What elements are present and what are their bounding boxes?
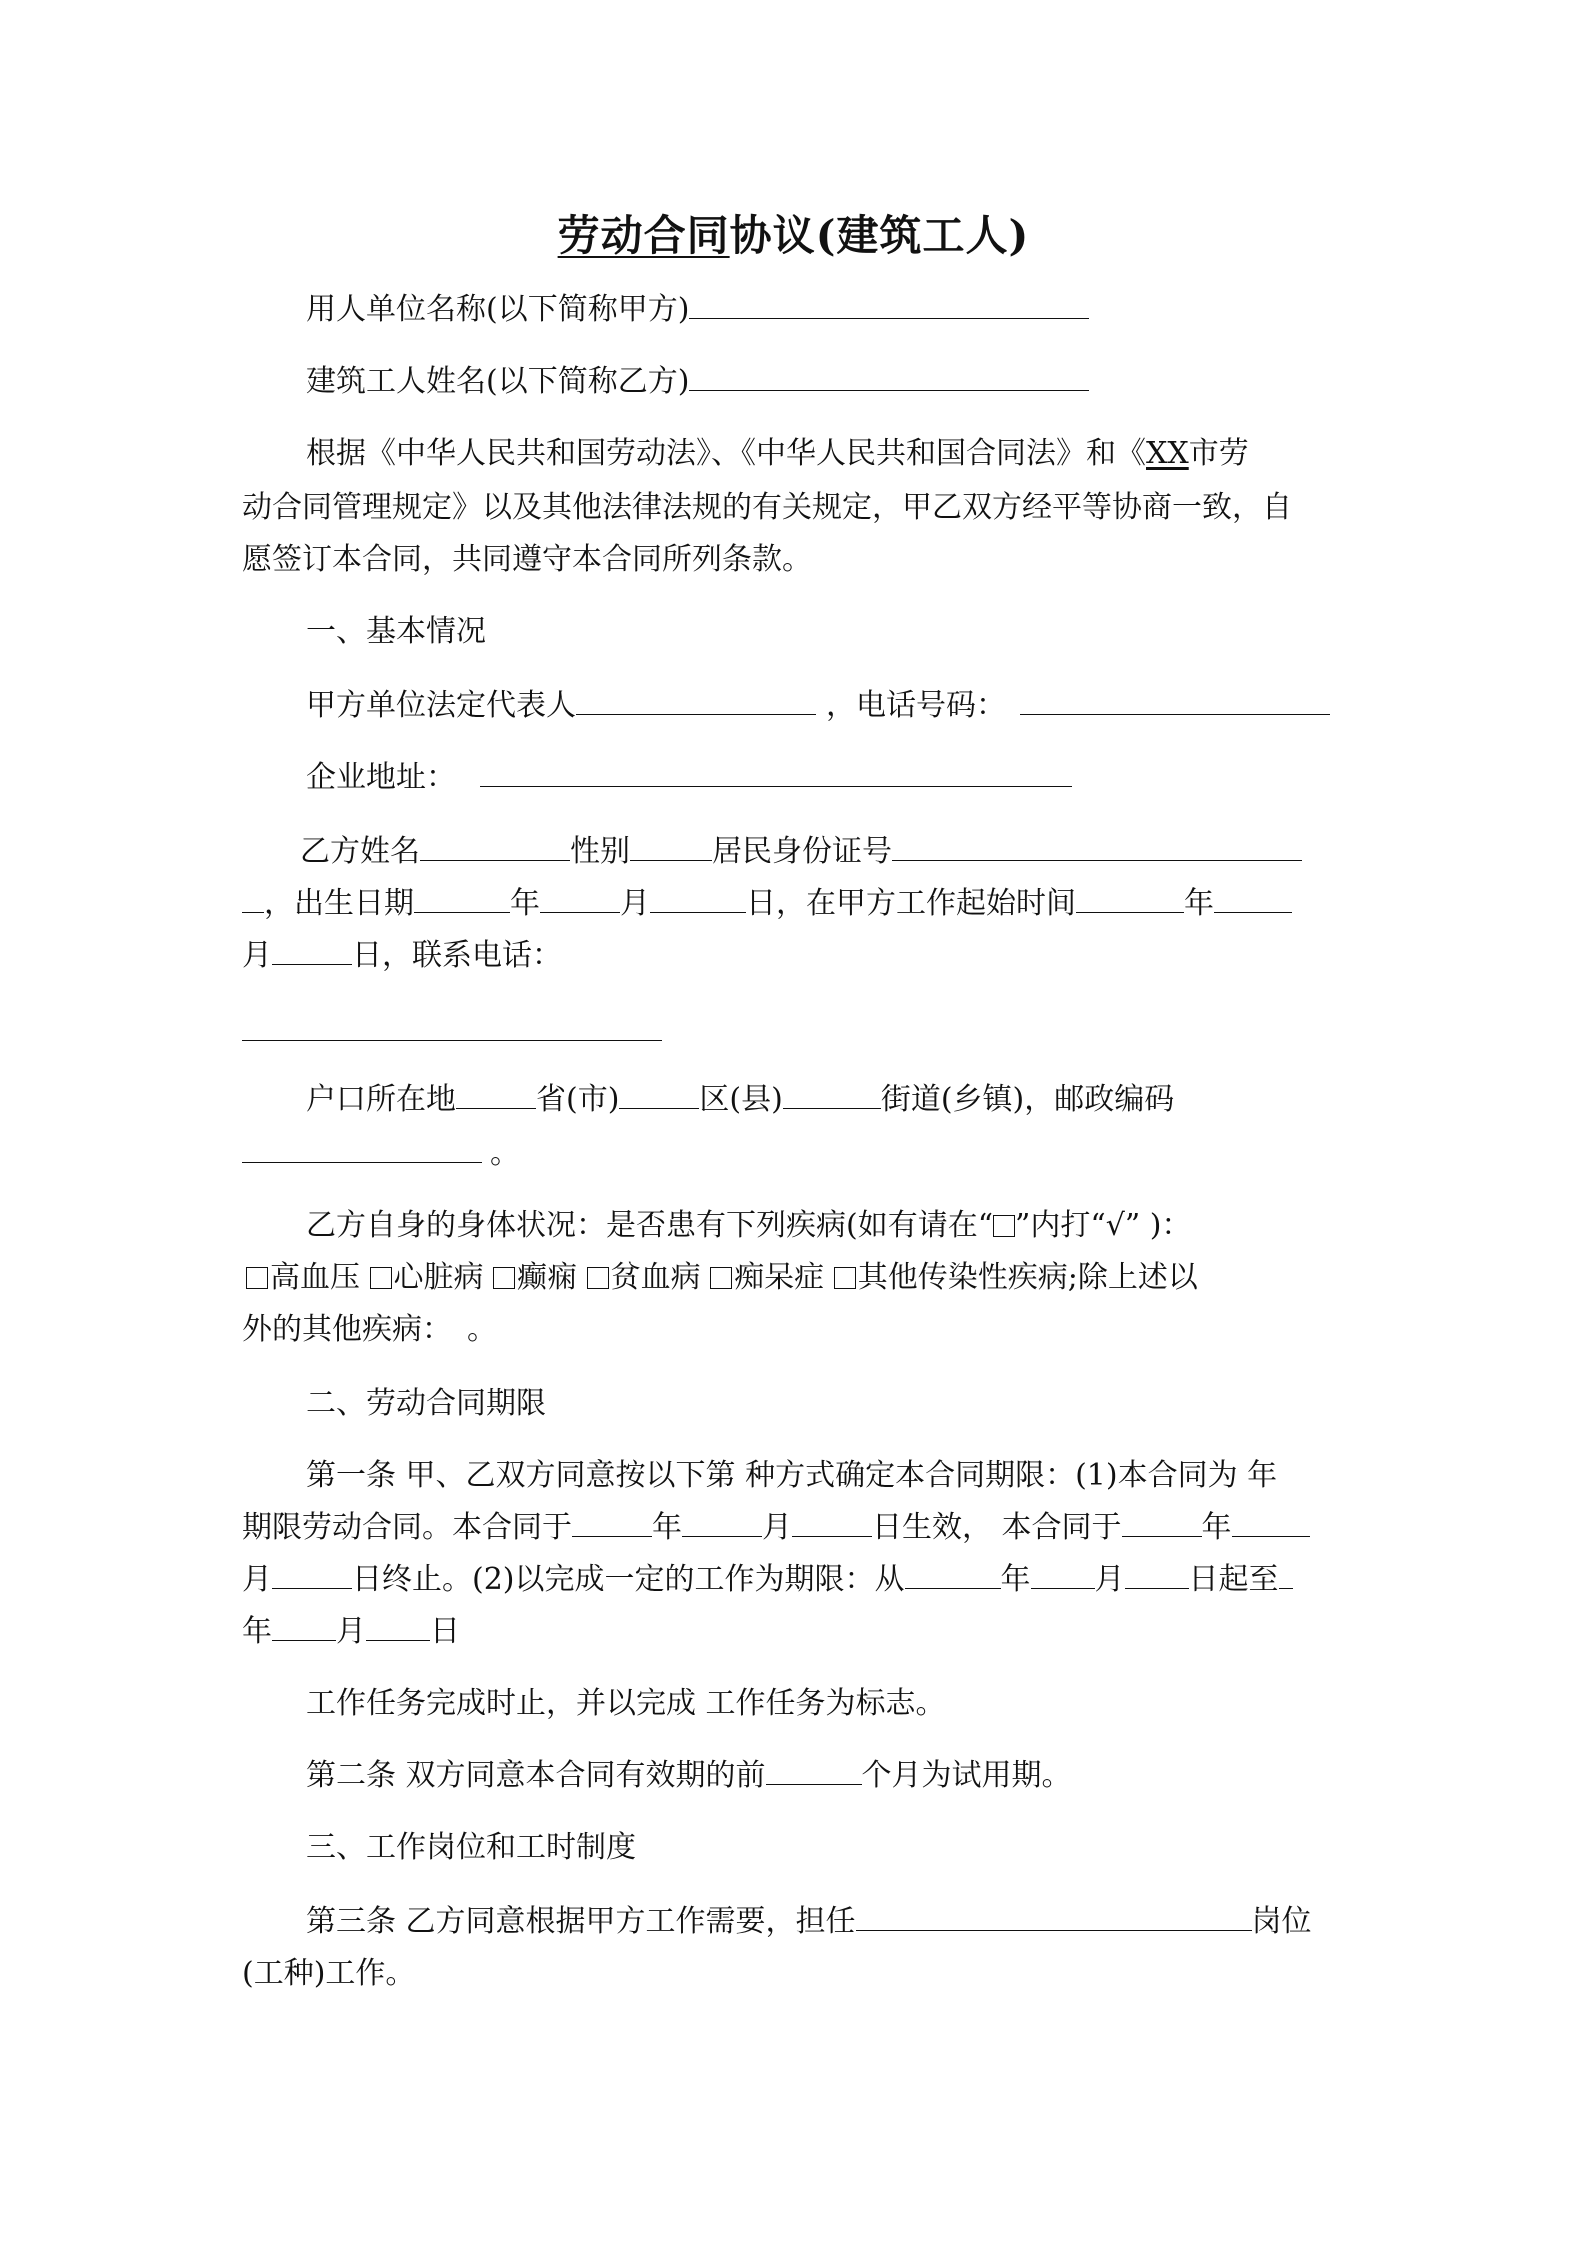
phone-blank[interactable] bbox=[1020, 688, 1330, 715]
start-year-blank[interactable] bbox=[1076, 886, 1184, 913]
worker-name-blank[interactable] bbox=[689, 364, 1089, 391]
period-mark: 。 bbox=[490, 1136, 520, 1171]
article-text: 个月为试用期。 bbox=[861, 1758, 1072, 1793]
section-heading-position-hours: 三、工作岗位和工时制度 bbox=[306, 1830, 636, 1865]
section-heading-contract-term: 二、劳动合同期限 bbox=[306, 1386, 546, 1421]
month-label: 月 bbox=[242, 938, 272, 973]
health-text: 乙方自身的身体状况：是否患有下列疾病(如有请在“ bbox=[306, 1208, 994, 1243]
month-label: 月 bbox=[1094, 1562, 1125, 1597]
hukou-line-1 bbox=[306, 1080, 1174, 1120]
gender-label: 性别 bbox=[570, 834, 630, 869]
probation-months-blank[interactable] bbox=[766, 1758, 862, 1785]
month-label: 月 bbox=[336, 1614, 366, 1649]
checkbox-dementia[interactable] bbox=[710, 1267, 732, 1289]
article-text: 岗位 bbox=[1251, 1904, 1312, 1939]
health-line-1 bbox=[306, 1206, 1191, 1246]
birth-label: ，出生日期 bbox=[264, 886, 414, 921]
article-3-line-1 bbox=[306, 1902, 1312, 1942]
worker-name-label: 建筑工人姓名(以下简称乙方) bbox=[306, 364, 690, 399]
legal-rep-label: 甲方单位法定代表人 bbox=[306, 688, 576, 723]
day-label: 日 bbox=[430, 1614, 460, 1649]
article-text: 日起至 bbox=[1188, 1562, 1279, 1597]
worker-name-line bbox=[306, 362, 1089, 402]
health-line-3: 外的其他疾病： 。 bbox=[242, 1312, 497, 1347]
article-3-line-2: (工种)工作。 bbox=[242, 1956, 416, 1991]
disease-label: 痴呆症 bbox=[734, 1260, 825, 1295]
task-start-day-blank[interactable] bbox=[1125, 1562, 1189, 1589]
checkbox-epilepsy[interactable] bbox=[493, 1267, 515, 1289]
month-label: 月 bbox=[242, 1562, 272, 1597]
health-text: ”内打“√” )： bbox=[1015, 1208, 1192, 1243]
end-year-blank[interactable] bbox=[1122, 1510, 1202, 1537]
effective-year-blank[interactable] bbox=[572, 1510, 652, 1537]
hukou-label: 户口所在地 bbox=[306, 1082, 456, 1117]
birth-year-blank[interactable] bbox=[414, 886, 510, 913]
start-day-blank[interactable] bbox=[272, 938, 352, 965]
contact-label: 日，联系电话： bbox=[352, 938, 562, 973]
article-1-line-1: 第一条 甲、乙双方同意按以下第 种方式确定本合同期限：(1)本合同为 年 bbox=[306, 1458, 1278, 1493]
disease-label: 高血压 bbox=[270, 1260, 360, 1295]
phone-label: ，电话号码： bbox=[826, 688, 1006, 723]
intro-line-3: 愿签订本合同，共同遵守本合同所列条款。 bbox=[242, 542, 812, 577]
effective-month-blank[interactable] bbox=[682, 1510, 762, 1537]
street-blank[interactable] bbox=[783, 1082, 881, 1109]
employer-name-label: 用人单位名称(以下简称甲方) bbox=[306, 292, 690, 327]
article-text: 日生效， 本合同于 bbox=[872, 1510, 1122, 1545]
task-end-blank[interactable] bbox=[1279, 1562, 1293, 1589]
city-placeholder: XX bbox=[1146, 436, 1189, 471]
article-text: 第二条 双方同意本合同有效期的前 bbox=[306, 1758, 766, 1793]
year-label: 年 bbox=[1201, 1510, 1232, 1545]
worker-info-line-1 bbox=[300, 832, 1302, 872]
contact-line bbox=[242, 1012, 662, 1052]
disease-label: 心脏病 bbox=[393, 1260, 484, 1295]
id-number-blank-cont[interactable] bbox=[242, 886, 264, 913]
worker-name-field-blank[interactable] bbox=[420, 834, 570, 861]
year-label: 年 bbox=[510, 886, 540, 921]
checkbox-infectious[interactable] bbox=[834, 1267, 856, 1289]
disease-label: 癫痫 bbox=[517, 1260, 578, 1295]
article-1-line-2 bbox=[242, 1508, 1310, 1548]
effective-day-blank[interactable] bbox=[792, 1510, 872, 1537]
title-underlined-part: 劳动合同 bbox=[557, 211, 730, 260]
disease-label: 贫血病 bbox=[610, 1260, 701, 1295]
month-label: 月 bbox=[620, 886, 650, 921]
intro-line-2: 动合同管理规定》以及其他法律法规的有关规定，甲乙双方经平等协商一致，自 bbox=[242, 490, 1292, 525]
end-day-blank[interactable] bbox=[272, 1562, 352, 1589]
id-number-blank[interactable] bbox=[892, 834, 1302, 861]
employer-name-blank[interactable] bbox=[689, 292, 1089, 319]
article-2-line bbox=[306, 1756, 1072, 1796]
end-month-blank[interactable] bbox=[1232, 1510, 1310, 1537]
id-number-label: 居民身份证号 bbox=[712, 834, 892, 869]
contact-blank[interactable] bbox=[242, 1014, 662, 1041]
gender-blank[interactable] bbox=[630, 834, 712, 861]
article-text: 第三条 乙方同意根据甲方工作需要，担任 bbox=[306, 1904, 856, 1939]
article-1-line-3 bbox=[242, 1560, 1293, 1600]
start-date-label: 日，在甲方工作起始时间 bbox=[746, 886, 1076, 921]
task-end-month-blank[interactable] bbox=[272, 1614, 336, 1641]
address-blank[interactable] bbox=[480, 760, 1072, 787]
task-start-month-blank[interactable] bbox=[1031, 1562, 1095, 1589]
checkbox-heart-disease[interactable] bbox=[370, 1267, 392, 1289]
legal-rep-line bbox=[306, 686, 1330, 726]
disease-label: 其他传染性疾病;除上述以 bbox=[857, 1260, 1198, 1295]
worker-info-line-3 bbox=[242, 936, 562, 976]
article-1-line-4 bbox=[242, 1612, 460, 1652]
intro-line-1 bbox=[306, 434, 1249, 474]
intro-text: 根据《中华人民共和国劳动法》、《中华人民共和国合同法》和《 bbox=[306, 436, 1146, 471]
document-title bbox=[0, 203, 1587, 263]
district-label: 区(县) bbox=[699, 1082, 783, 1117]
article-text: 期限劳动合同。本合同于 bbox=[242, 1510, 572, 1545]
intro-text: 市劳 bbox=[1188, 436, 1249, 471]
postcode-blank[interactable] bbox=[242, 1136, 482, 1163]
year-label: 年 bbox=[652, 1510, 682, 1545]
address-line bbox=[306, 758, 1072, 798]
legal-rep-blank[interactable] bbox=[576, 688, 816, 715]
checkbox-hypertension[interactable] bbox=[246, 1267, 268, 1289]
checkbox-example-icon bbox=[993, 1215, 1015, 1237]
worker-info-line-2 bbox=[242, 884, 1292, 924]
year-label: 年 bbox=[242, 1614, 272, 1649]
health-line-2 bbox=[246, 1258, 1198, 1298]
province-blank[interactable] bbox=[456, 1082, 536, 1109]
section-heading-basic-info: 一、基本情况 bbox=[306, 614, 486, 649]
hukou-line-2 bbox=[242, 1134, 520, 1174]
task-end-day-blank[interactable] bbox=[366, 1614, 430, 1641]
employer-name-line bbox=[306, 290, 1089, 330]
birth-day-blank[interactable] bbox=[650, 886, 746, 913]
year-label: 年 bbox=[1000, 1562, 1031, 1597]
start-month-blank[interactable] bbox=[1214, 886, 1292, 913]
address-label: 企业地址： bbox=[306, 760, 456, 795]
worker-name-field-label: 乙方姓名 bbox=[300, 834, 420, 869]
district-blank[interactable] bbox=[619, 1082, 699, 1109]
article-text: 日终止。(2)以完成一定的工作为期限：从 bbox=[352, 1562, 905, 1597]
province-label: 省(市) bbox=[536, 1082, 620, 1117]
position-blank[interactable] bbox=[856, 1904, 1252, 1931]
title-rest: 协议(建筑工人) bbox=[729, 211, 1030, 260]
month-label: 月 bbox=[762, 1510, 792, 1545]
year-label: 年 bbox=[1184, 886, 1214, 921]
street-label: 街道(乡镇)，邮政编码 bbox=[880, 1082, 1175, 1117]
task-complete-line: 工作任务完成时止，并以完成 工作任务为标志。 bbox=[306, 1686, 946, 1721]
task-start-year-blank[interactable] bbox=[905, 1562, 1001, 1589]
birth-month-blank[interactable] bbox=[540, 886, 620, 913]
checkbox-anemia[interactable] bbox=[587, 1267, 609, 1289]
